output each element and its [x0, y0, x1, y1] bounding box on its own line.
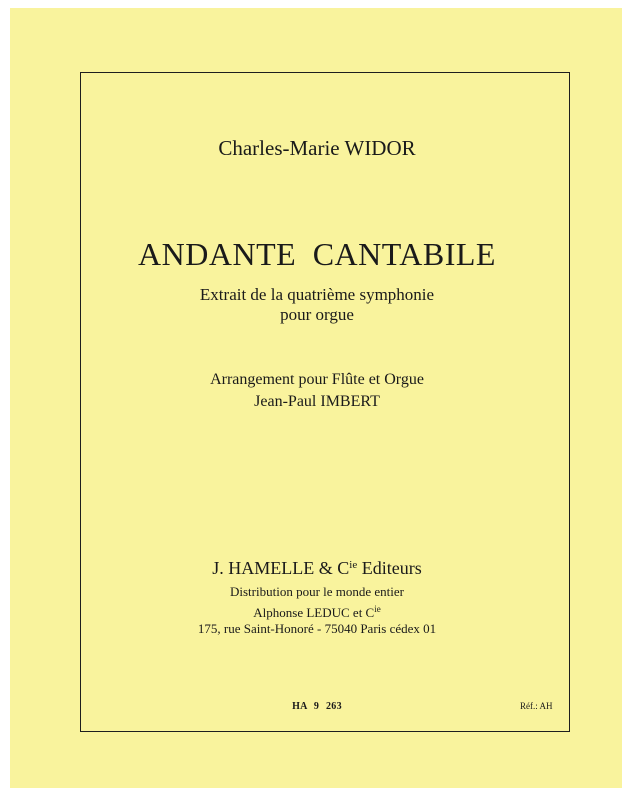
subtitle-line-2: pour orgue [280, 305, 354, 324]
publisher-address: 175, rue Saint-Honoré - 75040 Paris cédex 01 [197, 621, 437, 636]
arrangement-text: Arrangement pour Flûte et Orgue [210, 371, 424, 388]
publisher-name-suffix: Editeurs [357, 558, 422, 578]
arranger-name: Jean-Paul IMBERT [254, 393, 380, 410]
composer-name: Charles-Marie WIDOR [218, 136, 416, 160]
reference-code: Réf.: AH [520, 701, 553, 711]
distributor-name-sup: ie [374, 604, 381, 614]
publisher-name-sup: ie [349, 559, 358, 571]
subtitle-line-1: Extrait de la quatrième symphonie [199, 285, 435, 304]
catalog-number: HA 9 263 [292, 701, 342, 712]
distribution-text: Distribution pour le monde entier [229, 584, 405, 599]
distributor-name [0, 604, 634, 621]
publisher-name-prefix: J. HAMELLE & C [212, 558, 350, 578]
publisher-name [0, 558, 634, 579]
distributor-name-prefix: Alphonse LEDUC et C [253, 605, 375, 620]
work-title: ANDANTE CANTABILE [138, 236, 496, 272]
